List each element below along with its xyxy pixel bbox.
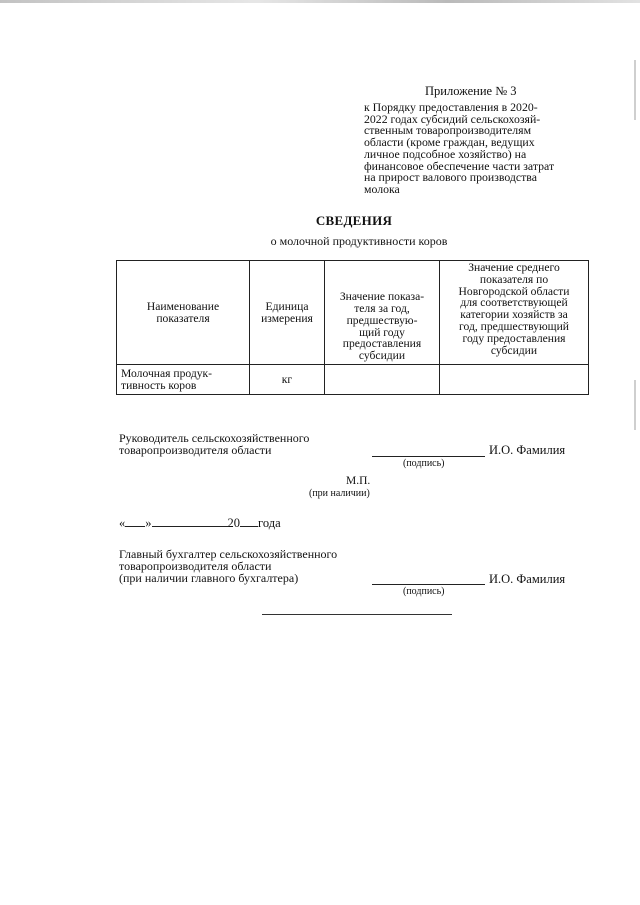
header-text: измерения [261, 311, 313, 325]
row-indicator-name [117, 365, 250, 395]
appendix-line: 2022 годах субсидий сельскохозяй- [364, 111, 541, 126]
head-name: И.О. Фамилия [489, 443, 566, 457]
accountant-signature-line[interactable] [372, 584, 485, 585]
header-text: показателя [156, 311, 210, 325]
date-year-suffix: года [258, 516, 281, 530]
accountant-signature-label: (подпись) [403, 586, 445, 597]
accountant-title [119, 549, 337, 584]
header-text: щий году [359, 325, 405, 339]
date-quote-open: « [119, 516, 126, 530]
accountant-title-line: Главный бухгалтер сельскохозяйственного [119, 547, 338, 561]
header-unit [250, 261, 325, 365]
scan-top-edge [0, 0, 640, 3]
header-text: субсидии [490, 343, 538, 357]
cell-text: тивность коров [121, 378, 197, 392]
productivity-table [116, 260, 589, 395]
header-text: Значение показа- [339, 290, 425, 304]
appendix-line: области (кроме граждан, ведущих [364, 135, 535, 150]
header-text: предшествую- [346, 313, 418, 327]
appendix-line: финансовое обеспечение части затрат [364, 158, 555, 173]
appendix-line: к Порядку предоставления в 2020- [364, 100, 538, 114]
head-signature-line[interactable] [372, 456, 485, 457]
date-year-prefix: 20 [227, 516, 240, 530]
table-header-row [117, 261, 589, 365]
cell-text: Молочная продук- [121, 366, 213, 380]
header-text: для соответствующей [460, 296, 568, 310]
header-text: субсидии [358, 349, 406, 363]
row-regional-average[interactable] [440, 365, 589, 395]
appendix-reference [364, 102, 604, 196]
date-field[interactable] [119, 515, 281, 531]
row-unit: кг [250, 365, 325, 395]
appendix-line: молока [364, 181, 400, 196]
appendix-title: Приложение № 3 [425, 84, 517, 98]
scan-edge-mark [634, 60, 636, 120]
header-text: предоставления [342, 337, 422, 351]
header-text: категории хозяйств за [460, 308, 568, 322]
header-text: Значение среднего [468, 261, 560, 274]
document-title: СВЕДЕНИЯ [315, 213, 393, 228]
header-indicator-name [117, 261, 250, 365]
header-text: году предоставления [462, 331, 566, 345]
date-year-blank[interactable] [240, 515, 258, 527]
head-title [119, 433, 309, 457]
date-day-blank[interactable] [125, 515, 145, 527]
header-text: год, предшествующий [459, 319, 569, 333]
accountant-title-line: (при наличии главного бухгалтера) [119, 570, 299, 585]
header-text: теля за год, [354, 302, 410, 316]
header-text: Единица [265, 299, 309, 313]
end-rule [262, 614, 452, 615]
head-title-line: Руководитель сельскохозяйственного [119, 431, 310, 445]
header-text: Новгородской области [458, 284, 570, 298]
appendix-line: личное подсобное хозяйство) на [364, 146, 527, 161]
date-quote-close: » [145, 516, 152, 530]
date-month-blank[interactable] [152, 515, 228, 527]
header-text: Наименование [146, 299, 220, 313]
document-subtitle: о молочной продуктивности коров [270, 234, 448, 248]
scan-edge-mark [634, 380, 636, 430]
accountant-name: И.О. Фамилия [489, 572, 566, 586]
header-text: показателя по [479, 272, 549, 286]
head-title-line: товаропроизводителя области [119, 442, 272, 457]
header-regional-average [440, 261, 589, 365]
head-signature-label: (подпись) [403, 458, 445, 469]
stamp-label: М.П. [346, 475, 371, 487]
stamp-note: (при наличии) [309, 488, 370, 499]
accountant-title-line: товаропроизводителя области [119, 558, 272, 573]
row-value-prev-year[interactable] [325, 365, 440, 395]
appendix-line: на прирост валового производства [364, 170, 537, 185]
appendix-line: ственным товаропроизводителям [364, 123, 532, 138]
table-row [117, 365, 589, 395]
header-value-prev-year [325, 261, 440, 365]
